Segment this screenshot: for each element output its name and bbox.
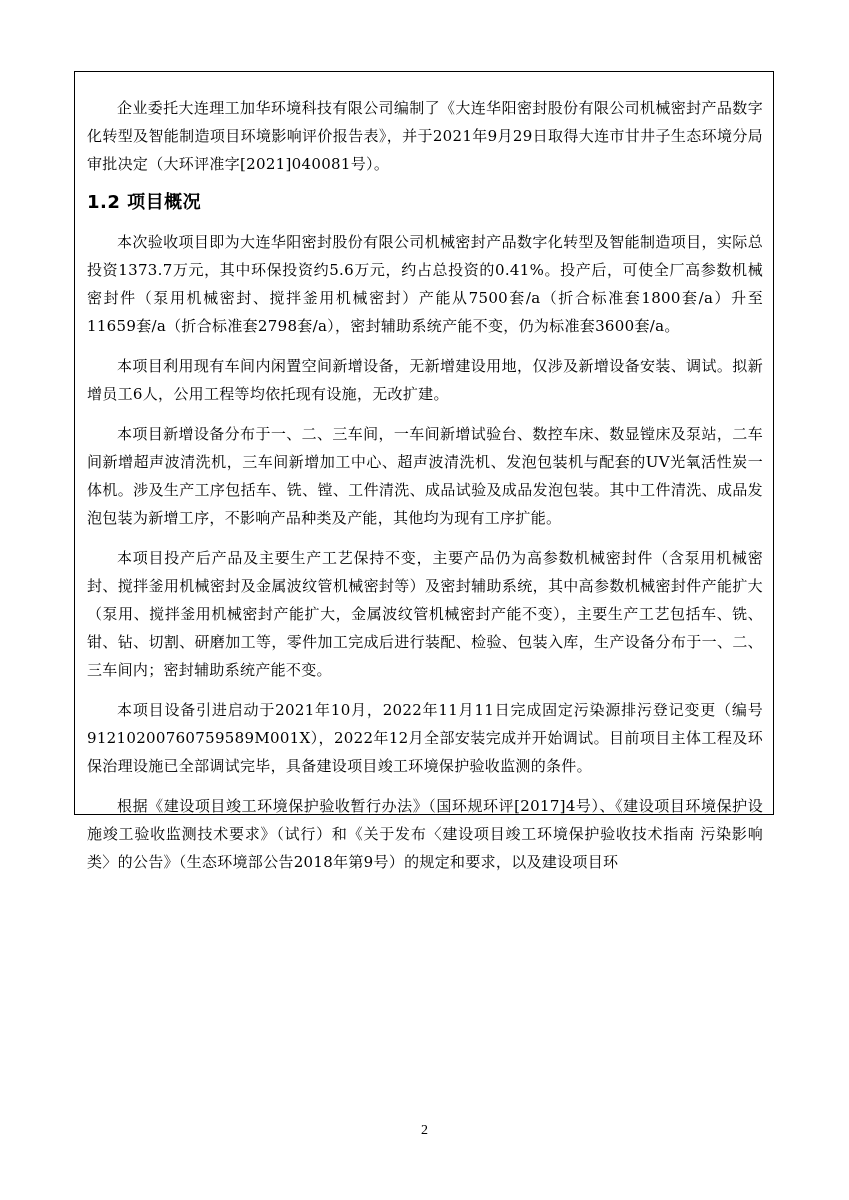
page-number: 2	[421, 1123, 428, 1138]
paragraph-regulations: 根据《建设项目竣工环境保护验收暂行办法》（国环规环评[2017]4号）、《建设项目环境保护设施竣工验收监测技术要求》（试行）和《关于发布〈建设项目竣工环境保护验收技术指南 污染影响类〉的公告》（生态环境部公告2018年第9号）的规定和要求，以及建设项目环	[87, 797, 763, 871]
paragraph-equipment: 本项目新增设备分布于一、二、三车间，一车间新增试验台、数控车床、数显镗床及泵站，二车间新增超声波清洗机，三车间新增加工中心、超声波清洗机、发泡包装机与配套的UV光氧活性炭一体机。涉及生产工序包括车、铣、镗、工件清洗、成品试验及成品发泡包装。其中工件清洗、成品发泡包装为新增工序，不影响产品种类及产能，其他均为现有工序扩能。	[87, 425, 763, 527]
paragraph-site: 本项目利用现有车间内闲置空间新增设备，无新增建设用地，仅涉及新增设备安装、调试。拟新增员工6人，公用工程等均依托现有设施，无改扩建。	[87, 357, 763, 403]
paragraph-products: 本项目投产后产品及主要生产工艺保持不变，主要产品仍为高参数机械密封件（含泵用机械密封、搅拌釜用机械密封及金属波纹管机械密封等）及密封辅助系统，其中高参数机械密封件产能扩大（泵用、搅拌釜用机械密封产能扩大，金属波纹管机械密封产能不变），主要生产工艺包括车、铣、钳、钻、切割、研磨加工等，零件加工完成后进行装配、检验、包装入库，生产设备分布于一、二、三车间内；密封辅助系统产能不变。	[87, 549, 763, 679]
intro-paragraph: 企业委托大连理工加华环境科技有限公司编制了《大连华阳密封股份有限公司机械密封产品数字化转型及智能制造项目环境影响评价报告表》，并于2021年9月29日取得大连市甘井子生态环境分局审批决定（大环评准字[2021]040081号）。	[87, 99, 763, 173]
section-title: 1.2 项目概况	[87, 192, 202, 213]
content-frame	[74, 71, 774, 871]
document-body	[87, 94, 763, 876]
paragraph-investment: 本次验收项目即为大连华阳密封股份有限公司机械密封产品数字化转型及智能制造项目，实际总投资1373.7万元，其中环保投资约5.6万元，约占总投资的0.41%。投产后，可使全厂高参数机械密封件（泵用机械密封、搅拌釜用机械密封）产能从7500套/a（折合标准套1800套/a）升至11659套/a（折合标准套2798套/a），密封辅助系统产能不变，仍为标准套3600套/a。	[87, 233, 763, 335]
paragraph-timeline: 本项目设备引进启动于2021年10月，2022年11月11日完成固定污染源排污登记变更（编号91210200760759589M001X），2022年12月全部安装完成并开始调试。目前项目主体工程及环保治理设施已全部调试完毕，具备建设项目竣工环境保护验收监测的条件。	[87, 701, 763, 775]
